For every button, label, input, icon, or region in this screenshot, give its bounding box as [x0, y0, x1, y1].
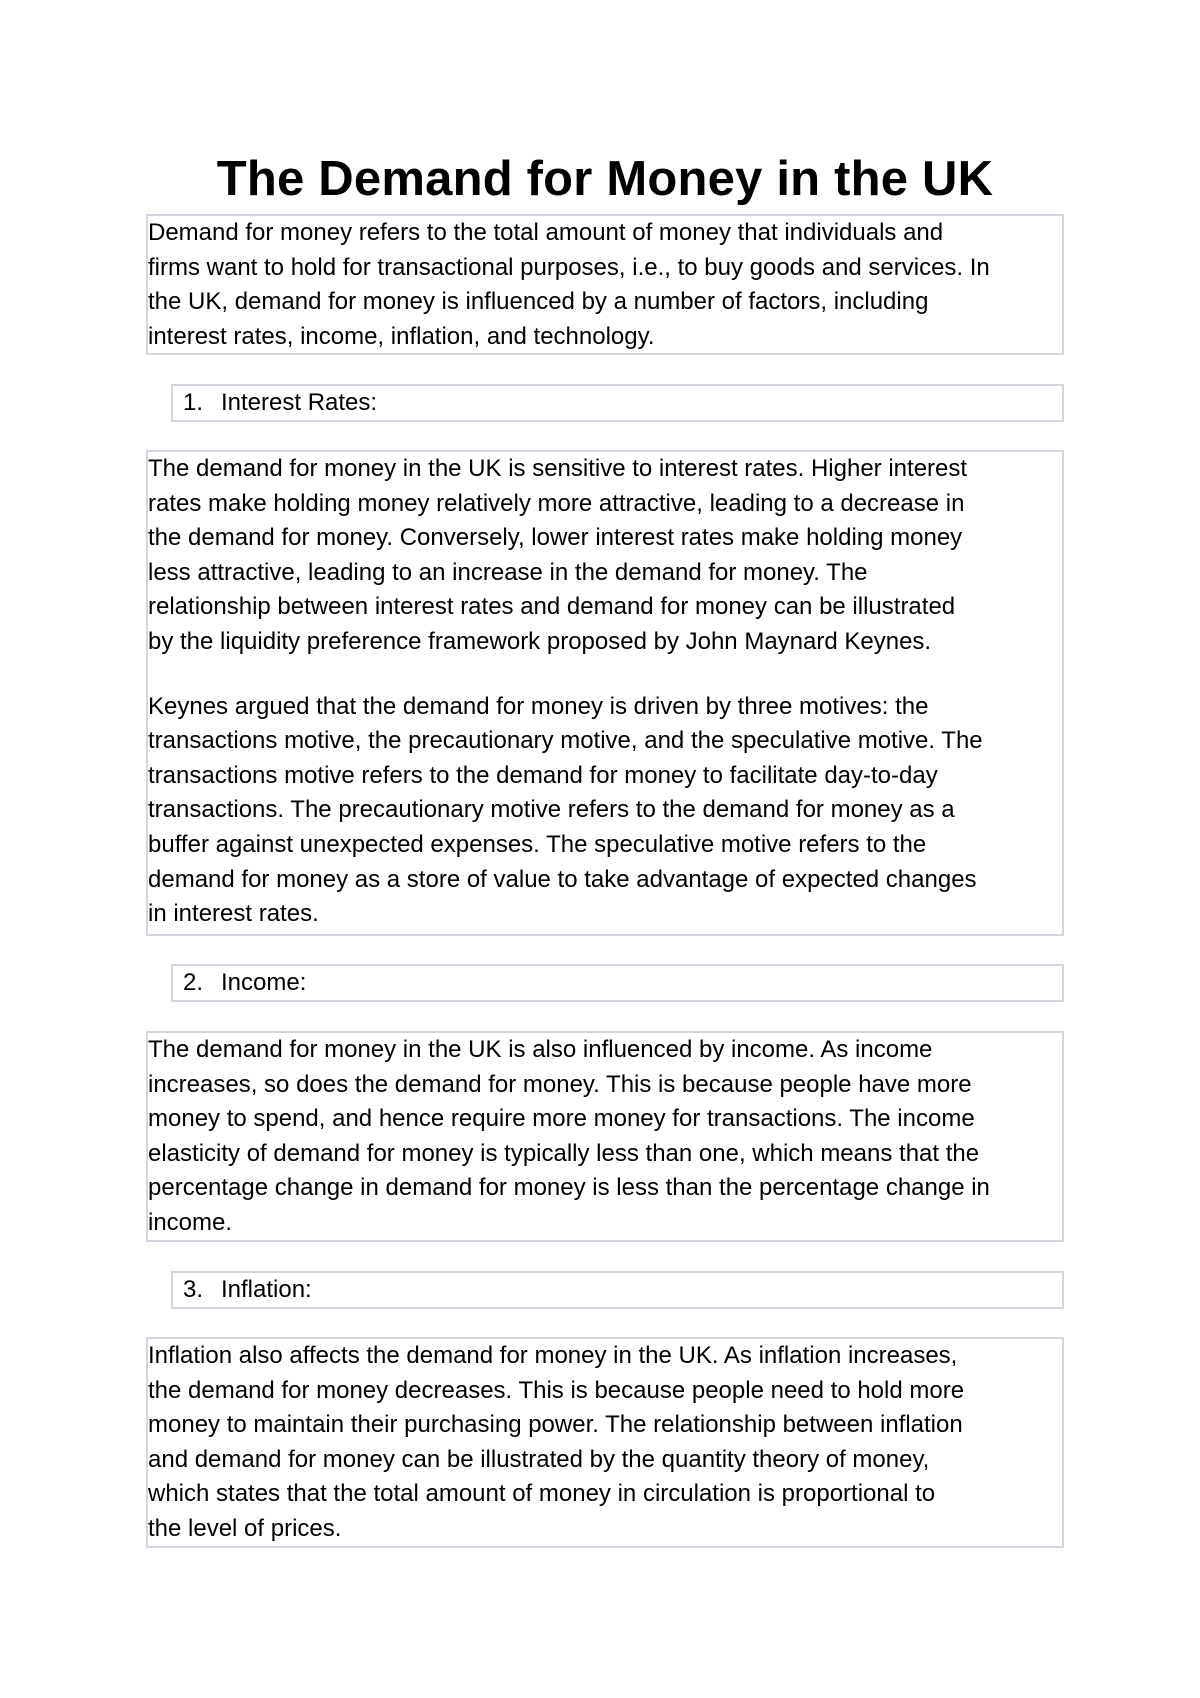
- interest-rates-paragraph-1: [148, 452, 1062, 660]
- text-line: transactions motive refers to the demand for money to facilitate day-to-day: [148, 761, 938, 789]
- text-line: in interest rates.: [148, 900, 319, 928]
- text-line: by the liquidity preference framework proposed by John Maynard Keynes.: [148, 627, 932, 655]
- inflation-paragraph: [148, 1339, 1062, 1547]
- text-line: the level of prices.: [148, 1514, 342, 1542]
- section-heading-income: [171, 964, 1064, 1002]
- inflation-body-box: [146, 1337, 1064, 1548]
- intro-box: [146, 214, 1064, 355]
- text-line: transactions motive, the precautionary motive, and the speculative motive. The: [148, 727, 983, 755]
- text-line: percentage change in demand for money is less than the percentage change in: [148, 1174, 990, 1202]
- paragraph-gap: [148, 660, 1062, 690]
- section-heading-label: Inflation:: [221, 1276, 312, 1303]
- text-line: money to spend, and hence require more money for transactions. The income: [148, 1105, 975, 1133]
- text-line: the demand for money. Conversely, lower interest rates make holding money: [148, 524, 963, 552]
- section-heading-inflation: [171, 1271, 1064, 1309]
- text-line: firms want to hold for transactional purposes, i.e., to buy goods and services. In: [148, 253, 990, 281]
- text-line: transactions. The precautionary motive refers to the demand for money as a: [148, 796, 955, 824]
- text-line: buffer against unexpected expenses. The speculative motive refers to the: [148, 830, 927, 858]
- text-line: elasticity of demand for money is typically less than one, which means that the: [148, 1139, 980, 1167]
- page-title: The Demand for Money in the UK: [216, 152, 994, 206]
- text-line: the UK, demand for money is influenced by a number of factors, including: [148, 288, 929, 316]
- text-line: Demand for money refers to the total amount of money that individuals and: [148, 219, 944, 246]
- text-line: the demand for money decreases. This is because people need to hold more: [148, 1376, 965, 1404]
- interest-rates-body-box: [146, 450, 1064, 936]
- interest-rates-paragraph-2: [148, 690, 1062, 932]
- text-line: money to maintain their purchasing power. The relationship between inflation: [148, 1411, 963, 1439]
- list-number: 1.: [183, 389, 204, 416]
- text-line: Keynes argued that the demand for money is driven by three motives: the: [148, 692, 929, 720]
- section-heading-label: Income:: [221, 969, 307, 996]
- section-heading-label: Interest Rates:: [221, 389, 378, 416]
- income-body-box: [146, 1031, 1064, 1242]
- text-line: The demand for money in the UK is also influenced by income. As income: [148, 1036, 933, 1063]
- text-line: less attractive, leading to an increase in the demand for money. The: [148, 558, 868, 586]
- text-line: and demand for money can be illustrated by the quantity theory of money,: [148, 1445, 930, 1473]
- text-line: demand for money as a store of value to take advantage of expected changes: [148, 865, 977, 893]
- text-line: relationship between interest rates and demand for money can be illustrated: [148, 593, 956, 621]
- section-heading-interest-rates: [171, 384, 1064, 422]
- text-line: interest rates, income, inflation, and technology.: [148, 322, 655, 350]
- text-line: increases, so does the demand for money. This is because people have more: [148, 1070, 972, 1098]
- income-paragraph: [148, 1033, 1062, 1241]
- text-line: rates make holding money relatively more attractive, leading to a decrease in: [148, 489, 965, 517]
- list-number: 2.: [183, 969, 204, 996]
- text-line: income.: [148, 1208, 233, 1236]
- list-number: 3.: [183, 1276, 204, 1303]
- text-line: The demand for money in the UK is sensitive to interest rates. Higher interest: [148, 455, 968, 482]
- text-line: Inflation also affects the demand for money in the UK. As inflation increases,: [148, 1342, 958, 1369]
- text-line: which states that the total amount of money in circulation is proportional to: [148, 1480, 936, 1508]
- intro-paragraph: [148, 216, 1062, 354]
